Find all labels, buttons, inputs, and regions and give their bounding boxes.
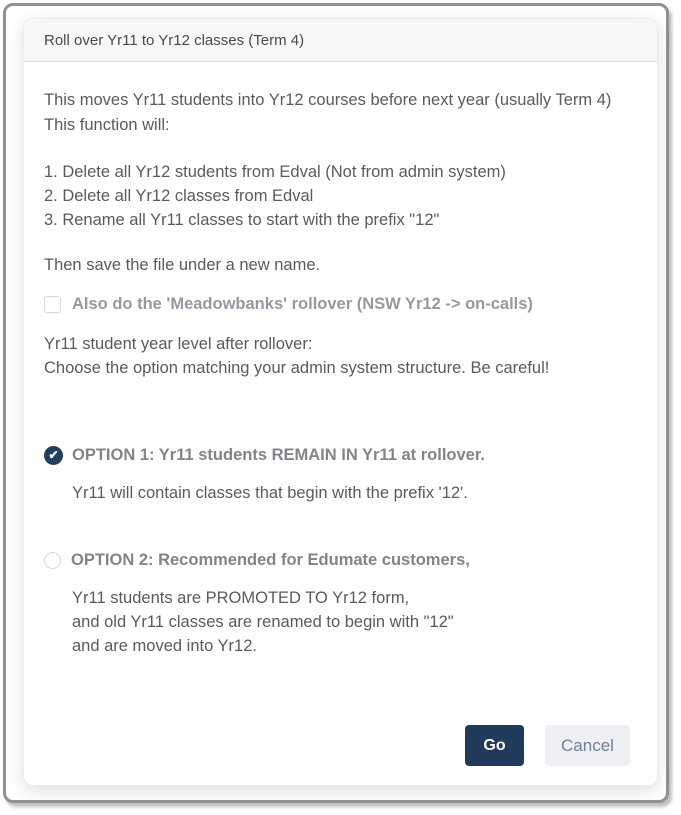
radio-unchecked-icon[interactable] [44, 552, 61, 569]
step-item: 1. Delete all Yr12 students from Edval (Not from admin system) [44, 163, 506, 181]
year-level-prompt [44, 332, 630, 380]
option-2-description [44, 586, 630, 658]
option-2-desc-line: and are moved into Yr12. [72, 637, 257, 655]
meadowbanks-checkbox-row[interactable] [44, 292, 630, 316]
meadowbanks-checkbox[interactable] [44, 296, 61, 313]
meadowbanks-checkbox-label[interactable]: Also do the 'Meadowbanks' rollover (NSW Yr12 -> on-calls) [72, 294, 533, 313]
steps-list [44, 160, 630, 232]
option-1-description [44, 481, 630, 505]
dialog-title: Roll over Yr11 to Yr12 classes (Term 4) [44, 31, 305, 49]
radio-checked-icon[interactable]: ✔ [44, 446, 63, 465]
intro-text [44, 88, 630, 138]
option-1-row[interactable] [44, 443, 630, 467]
step-item: 2. Delete all Yr12 classes from Edval [44, 187, 314, 205]
cancel-button[interactable]: Cancel [545, 725, 630, 766]
dialog-footer [465, 725, 630, 766]
dialog-header [24, 19, 657, 62]
dialog-body [24, 62, 657, 658]
intro-line-2: This function will: [44, 116, 170, 134]
option-1-label[interactable]: OPTION 1: Yr11 students REMAIN IN Yr11 at rollover. [72, 445, 485, 464]
option-2-desc-line: and old Yr11 classes are renamed to begin with "12" [72, 613, 454, 631]
prompt-line-1: Yr11 student year level after rollover: [44, 335, 313, 353]
option-1-desc-line: Yr11 will contain classes that begin with the prefix '12'. [72, 484, 468, 502]
save-note: Then save the file under a new name. [44, 256, 321, 274]
rollover-dialog [23, 18, 658, 786]
intro-line-1: This moves Yr11 students into Yr12 courses before next year (usually Term 4) [44, 91, 612, 109]
option-2-label[interactable]: OPTION 2: Recommended for Edumate customers, [71, 550, 470, 569]
screenshot-frame [3, 3, 669, 803]
go-button[interactable]: Go [465, 725, 524, 766]
prompt-line-2: Choose the option matching your admin system structure. Be careful! [44, 359, 550, 377]
option-2-desc-line: Yr11 students are PROMOTED TO Yr12 form, [72, 589, 410, 607]
option-2-row[interactable] [44, 548, 630, 572]
step-item: 3. Rename all Yr11 classes to start with the prefix "12" [44, 211, 440, 229]
